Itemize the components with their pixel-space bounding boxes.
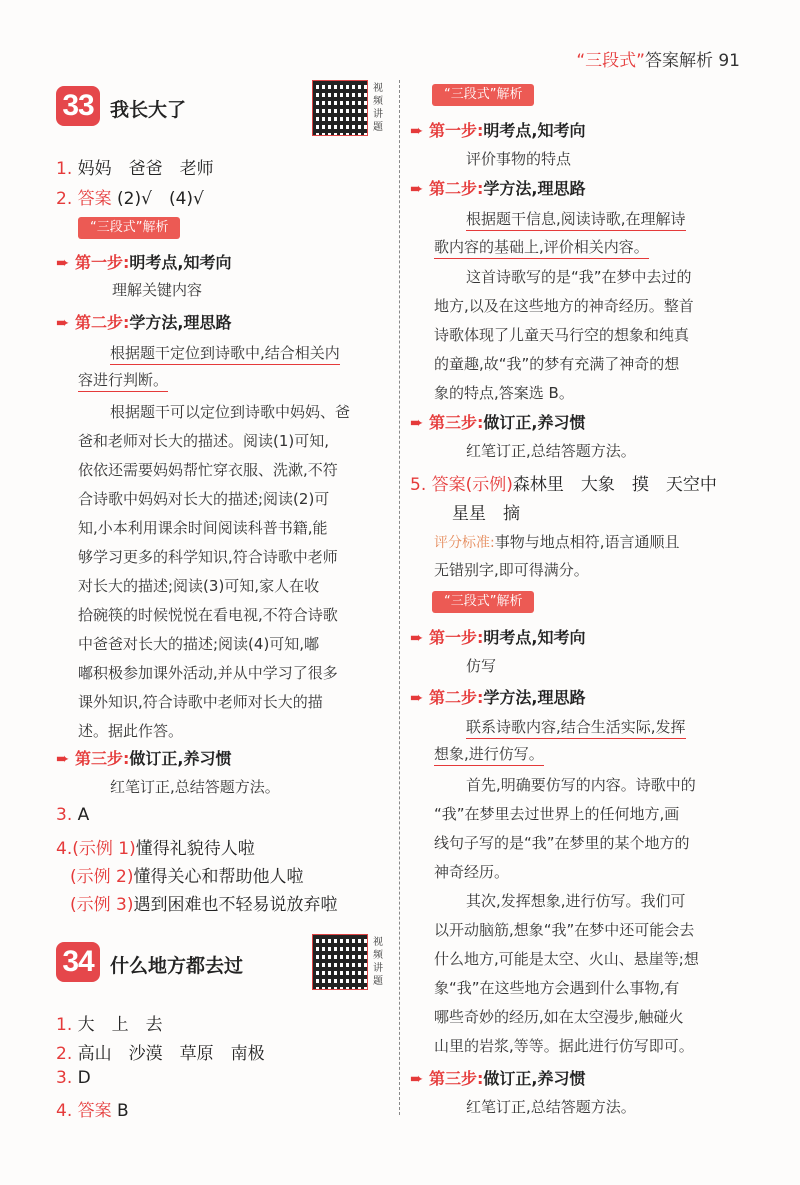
l33-q4-1: 4.(示例 1)懂得礼貌待人啦 <box>56 839 255 859</box>
lesson-33-title: 我长大了 <box>110 99 187 121</box>
r5-analysis-line: 象“我”在这些地方会遇到什么事物,有 <box>434 979 680 997</box>
r-grade-2: 无错别字,即可得满分。 <box>434 561 589 579</box>
l33-analysis-line: 对长大的描述;阅读(3)可知,家人在收 <box>78 577 320 595</box>
l33-q3: 3. A <box>56 805 90 825</box>
r5-analysis-line: 哪些奇妙的经历,如在太空漫步,触碰火 <box>434 1008 684 1026</box>
arrow-icon: ➨ <box>410 413 424 432</box>
r4-analysis-line: 象的特点,答案选 B。 <box>434 384 574 402</box>
r5-analysis-line: 山里的岩浆,等等。据此进行仿写即可。 <box>434 1037 694 1055</box>
header-title: 答案解析 <box>644 51 713 71</box>
r5-analysis-line: 以开动脑筋,想象“我”在梦中还可能会去 <box>434 921 695 939</box>
r-q5-line1: 5. 答案(示例)森林里 大象 摸 天空中 <box>410 475 717 495</box>
qr-code-icon[interactable] <box>312 934 368 990</box>
r5-analysis-line: 其次,发挥想象,进行仿写。我们可 <box>466 892 686 910</box>
analysis-tag: “三段式”解析 <box>432 591 534 613</box>
arrow-icon: ➨ <box>56 313 70 332</box>
l33-analysis-line: 课外知识,符合诗歌中老师对长大的描 <box>78 693 323 711</box>
l33-analysis-line: 嘟积极参加课外活动,并从中学习了很多 <box>78 664 338 682</box>
qr-label: 视频讲题 <box>373 83 383 133</box>
r4-analysis-line: 地方,以及在这些地方的神奇经历。整首 <box>434 297 694 315</box>
l33-q2: 2. 答案 (2)√ (4)√ <box>56 189 204 209</box>
l33-step-one: ➨ 第一步:明考点,知考向 <box>56 253 232 272</box>
l33-analysis-line: 根据题干可以定位到诗歌中妈妈、爸 <box>110 403 351 421</box>
l33-analysis-line: 拾碗筷的时候悦悦在看电视,不符合诗歌 <box>78 606 338 624</box>
arrow-icon: ➨ <box>410 1069 424 1088</box>
r5-method-2: 想象,进行仿写。 <box>434 743 544 764</box>
r5-analysis-line: 首先,明确要仿写的内容。诗歌中的 <box>466 776 696 794</box>
r5-step-one: ➨ 第一步:明考点,知考向 <box>410 628 586 647</box>
arrow-icon: ➨ <box>410 179 424 198</box>
l33-point: 理解关键内容 <box>112 281 203 299</box>
r5-analysis-line: 神奇经历。 <box>434 863 510 881</box>
arrow-icon: ➨ <box>56 253 70 272</box>
r4-step-two: ➨ 第二步:学方法,理思路 <box>410 179 586 198</box>
l34-q2: 2. 高山 沙漠 草原 南极 <box>56 1044 265 1064</box>
r4-analysis-line: 这首诗歌写的是“我”在梦中去过的 <box>466 268 692 286</box>
r4-analysis-line: 诗歌体现了儿童天马行空的想象和纯真 <box>434 326 690 344</box>
page-number: 91 <box>718 51 740 71</box>
l33-step-three: ➨ 第三步:做订正,养习惯 <box>56 749 232 768</box>
l33-analysis-line: 知,小本利用课余时间阅读科普书籍,能 <box>78 519 328 537</box>
lesson-34-badge: 34 <box>56 942 100 982</box>
analysis-tag: “三段式”解析 <box>432 84 534 106</box>
r4-step-three: ➨ 第三步:做订正,养习惯 <box>410 413 586 432</box>
r4-step-one: ➨ 第一步:明考点,知考向 <box>410 121 586 140</box>
lesson-33-badge: 33 <box>56 86 100 126</box>
l34-q3: 3. D <box>56 1068 91 1088</box>
r-grade-1: 评分标准:事物与地点相符,语言通顺且 <box>434 533 680 551</box>
qr-code-icon[interactable] <box>312 80 368 136</box>
l33-method-2: 容进行判断。 <box>78 369 168 390</box>
l33-step-two: ➨ 第二步:学方法,理思路 <box>56 313 232 332</box>
l33-q4-3: (示例 3)遇到困难也不轻易说放弃啦 <box>70 895 338 915</box>
qr-label: 视频讲题 <box>373 937 383 987</box>
r4-point: 评价事物的特点 <box>466 150 572 168</box>
r5-method-1: 联系诗歌内容,结合生活实际,发挥 <box>466 716 686 737</box>
l33-analysis-line: 中爸爸对长大的描述;阅读(4)可知,嘟 <box>78 635 320 653</box>
header-series: “三段式” <box>576 51 645 71</box>
r-q5-line2: 星星 摘 <box>452 504 520 524</box>
arrow-icon: ➨ <box>410 121 424 140</box>
lesson-34-title: 什么地方都去过 <box>110 955 244 977</box>
column-divider <box>399 80 400 1115</box>
r5-analysis-line: “我”在梦里去过世界上的任何地方,画 <box>434 805 680 823</box>
r5-step-two: ➨ 第二步:学方法,理思路 <box>410 688 586 707</box>
analysis-tag: “三段式”解析 <box>78 217 180 239</box>
r5-point: 仿写 <box>466 657 497 675</box>
r5-analysis-line: 线句子写的是“我”在梦里的某个地方的 <box>434 834 690 852</box>
r4-method-2: 歌内容的基础上,评价相关内容。 <box>434 236 649 257</box>
arrow-icon: ➨ <box>410 688 424 707</box>
r5-fix: 红笔订正,总结答题方法。 <box>466 1098 636 1116</box>
l33-analysis-line: 爸和老师对长大的描述。阅读(1)可知, <box>78 432 330 450</box>
l33-analysis-line: 依依还需要妈妈帮忙穿衣服、洗漱,不符 <box>78 461 338 479</box>
l33-q1: 1. 妈妈 爸爸 老师 <box>56 159 214 179</box>
l33-analysis-line: 述。据此作答。 <box>78 722 184 740</box>
r4-analysis-line: 的童趣,故“我”的梦有充满了神奇的想 <box>434 355 680 373</box>
l33-q4-2: (示例 2)懂得关心和帮助他人啦 <box>70 867 304 887</box>
arrow-icon: ➨ <box>56 749 70 768</box>
l33-method-1: 根据题干定位到诗歌中,结合相关内 <box>110 342 340 363</box>
l33-fix: 红笔订正,总结答题方法。 <box>110 778 280 796</box>
arrow-icon: ➨ <box>410 628 424 647</box>
r4-fix: 红笔订正,总结答题方法。 <box>466 442 636 460</box>
l34-q1: 1. 大 上 去 <box>56 1015 163 1035</box>
r5-step-three: ➨ 第三步:做订正,养习惯 <box>410 1069 586 1088</box>
l33-analysis-line: 合诗歌中妈妈对长大的描述;阅读(2)可 <box>78 490 330 508</box>
r4-method-1: 根据题干信息,阅读诗歌,在理解诗 <box>466 208 686 229</box>
l34-q4: 4. 答案 B <box>56 1101 129 1121</box>
r5-analysis-line: 什么地方,可能是太空、火山、悬崖等;想 <box>434 950 699 968</box>
page-header <box>576 46 740 71</box>
l33-analysis-line: 够学习更多的科学知识,符合诗歌中老师 <box>78 548 338 566</box>
